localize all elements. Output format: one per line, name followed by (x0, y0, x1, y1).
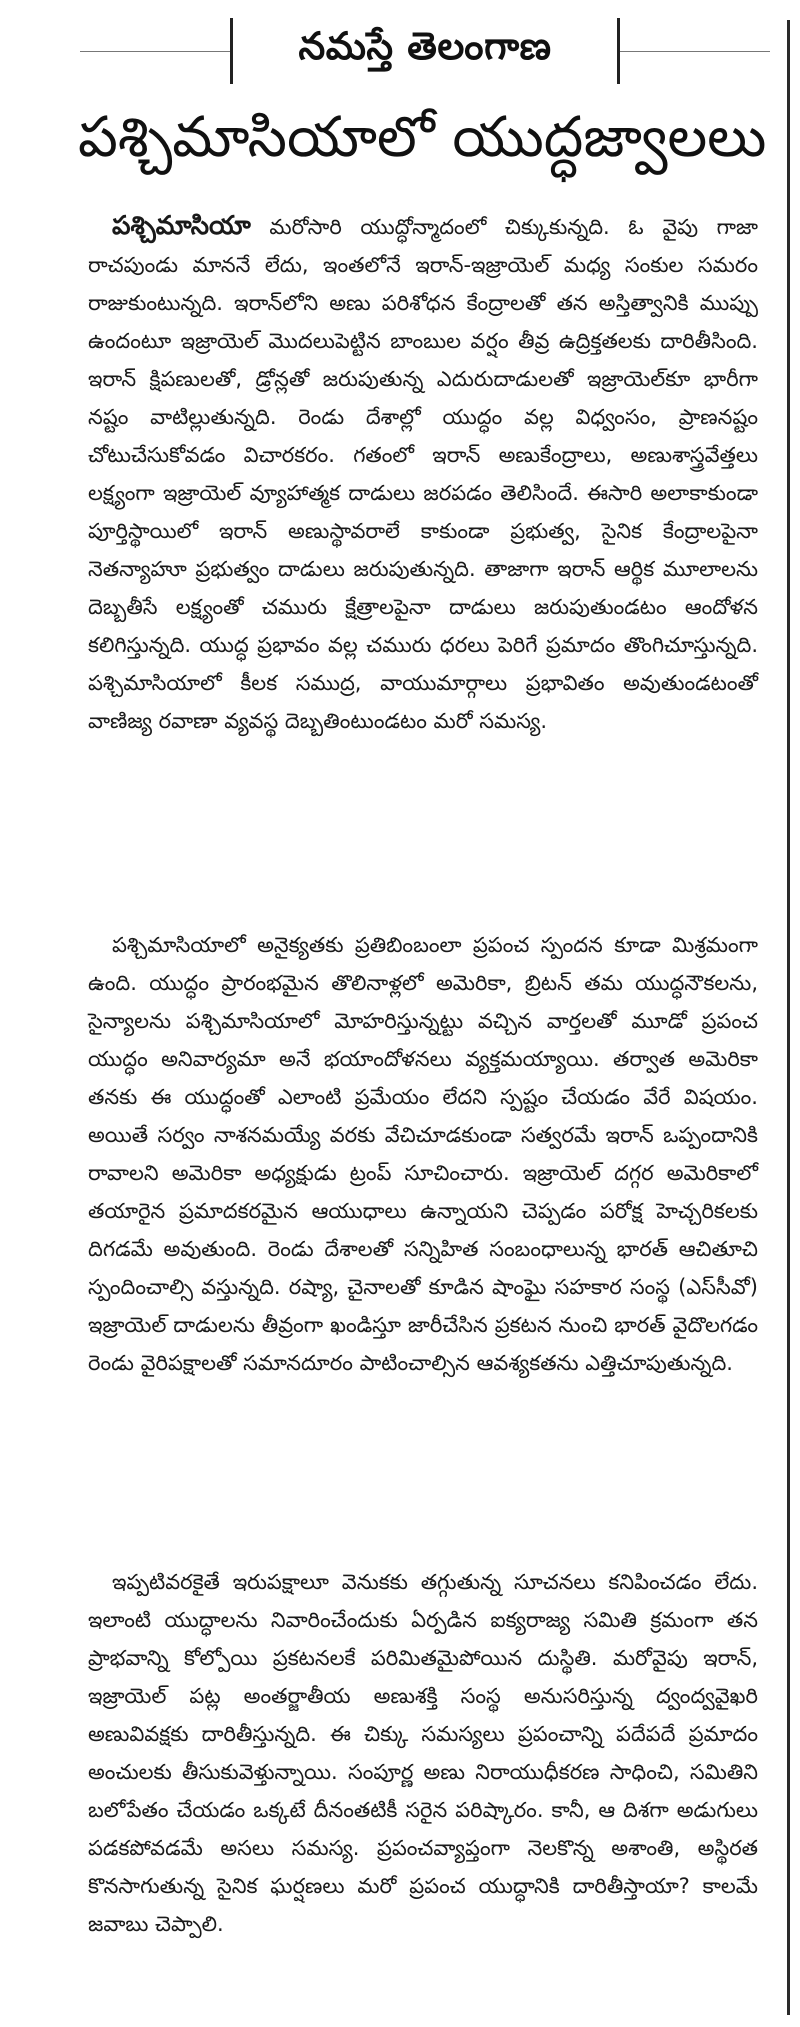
masthead-rule-left (80, 51, 230, 52)
paragraph-body: మరోసారి యుద్ధోన్మాదంలో చిక్కుకున్నది. ఓ వైపు గాజా రాచపుండు మాననే లేదు, ఇంతలోనే ఇరాన్-ఇజ్రాయెల్ మధ్య సంకుల సమరం రాజుకుంటున్నది. ఇరాన్‌లోని అణు పరిశోధన కేంద్రాలతో తన అస్తిత్వానికి ముప్పు ఉందంటూ ఇజ్రాయెల్ మొదలుపెట్టిన బాంబుల వర్షం తీవ్ర ఉద్రిక్తతలకు దారితీసింది. ఇరాన్ క్షిపణులతో, డ్రోన్లతో జరుపుతున్న ఎదురుదాడులతో ఇజ్రాయెల్‌కూ భారీగా నష్టం వాటిల్లుతున్నది. రెండు దేశాల్లో యుద్ధం వల్ల విధ్వంసం, ప్రాణనష్టం చోటుచేసుకోవడం విచారకరం. గతంలో ఇరాన్ అణుకేంద్రాలు, అణుశాస్త్రవేత్తలు లక్ష్యంగా ఇజ్రాయెల్ వ్యూహాత్మక దాడులు జరపడం తెలిసిందే. ఈసారి అలాకాకుండా పూర్తిస్థాయిలో ఇరాన్ అణుస్థావరాలే కాకుండా ప్రభుత్వ, సైనిక కేంద్రాలపైనా నెతన్యాహూ ప్రభుత్వం దాడులు జరుపుతున్నది. తాజాగా ఇరాన్ ఆర్థిక మూలాలను దెబ్బతీసే లక్ష్యంతో చమురు క్షేత్రాలపైనా దాడులు జరుపుతుండటం ఆందోళన కలిగిస్తున్నది. యుద్ధ ప్రభావం వల్ల చమురు ధరలు పెరిగే ప్రమాదం తొంగిచూస్తున్నది. పశ్చిమాసియాలో కీలక సముద్ర, వాయుమార్గాలు ప్రభావితం అవుతుండటంతో వాణిజ్య రవాణా వ్యవస్థ దెబ్బతింటుండటం మరో సమస్య. (88, 215, 758, 733)
article-paragraph-2: పశ్చిమాసియాలో అనైక్యతకు ప్రతిబింబంలా ప్రపంచ స్పందన కూడా మిశ్రమంగా ఉంది. యుద్ధం ప్రారంభమైన తొలినాళ్లలో అమెరికా, బ్రిటన్ తమ యుద్ధనౌకలను, సైన్యాలను పశ్చిమాసియాలో మోహరిస్తున్నట్టు వచ్చిన వార్తలతో మూడో ప్రపంచ యుద్ధం అనివార్యమా అనే భయాందోళనలు వ్యక్తమయ్యాయి. తర్వాత అమెరికా తనకు ఈ యుద్ధంతో ఎలాంటి ప్రమేయం లేదని స్పష్టం చేయడం వేరే విషయం. అయితే సర్వం నాశనమయ్యే వరకు వేచిచూడకుండా సత్వరమే ఇరాన్ ఒప్పందానికి రావాలని అమెరికా అధ్యక్షుడు ట్రంప్ సూచించారు. ఇజ్రాయెల్ దగ్గర అమెరికాలో తయారైన ప్రమాదకరమైన ఆయుధాలు ఉన్నాయని చెప్పడం పరోక్ష హెచ్చరికలకు దిగడమే అవుతుంది. రెండు దేశాలతో సన్నిహిత సంబంధాలున్న భారత్ ఆచితూచి స్పందించాల్సి వస్తున్నది. రష్యా, చైనాలతో కూడిన షాంఘై సహకార సంస్థ (ఎస్‌సీవో) ఇజ్రాయెల్ దాడులను తీవ్రంగా ఖండిస్తూ జారీచేసిన ప్రకటన నుంచి భారత్ వైదొలగడం రెండు వైరిపక్షాలతో సమానదూరం పాటించాల్సిన ఆవశ్యకతను ఎత్తిచూపుతున్నది. (88, 933, 758, 1375)
article-paragraph-1 (88, 207, 758, 740)
paragraph-lead-word: పశ్చిమాసియా (112, 211, 251, 241)
masthead-box (230, 18, 620, 84)
masthead-title: నమస్తే తెలంగాణ (298, 24, 552, 68)
article-paragraph-3: ఇప్పటివరకైతే ఇరుపక్షాలూ వెనుకకు తగ్గుతున్న సూచనలు కనిపించడం లేదు. ఇలాంటి యుద్ధాలను నివారించేందుకు ఏర్పడిన ఐక్యరాజ్య సమితి క్రమంగా తన ప్రాభవాన్ని కోల్పోయి ప్రకటనలకే పరిమితమైపోయిన దుస్థితి. మరోవైపు ఇరాన్, ఇజ్రాయెల్ పట్ల అంతర్జాతీయ అణుశక్తి సంస్థ అనుసరిస్తున్న ద్వంద్వవైఖరి అణువివక్షకు దారితీస్తున్నది. ఈ చిక్కు సమస్యలు ప్రపంచాన్ని పదేపదే ప్రమాదం అంచులకు తీసుకువెళ్తున్నాయి. సంపూర్ణ అణు నిరాయుధీకరణ సాధించి, సమితిని బలోపేతం చేయడం ఒక్కటే దీనంతటికీ సరైన పరిష్కారం. కానీ, ఆ దిశగా అడుగులు పడకపోవడమే అసలు సమస్య. ప్రపంచవ్యాప్తంగా నెలకొన్న అశాంతి, అస్థిరత కొనసాగుతున్న సైనిక ఘర్షణలు మరో ప్రపంచ యుద్ధానికి దారితీస్తాయా? కాలమే జవాబు చెప్పాలి. (88, 1570, 758, 1936)
article-headline: పశ్చిమాసియాలో యుద్ధజ్వాలలు (78, 105, 767, 170)
masthead (80, 18, 770, 84)
masthead-rule-right (620, 51, 770, 52)
column-rule (787, 20, 790, 2015)
